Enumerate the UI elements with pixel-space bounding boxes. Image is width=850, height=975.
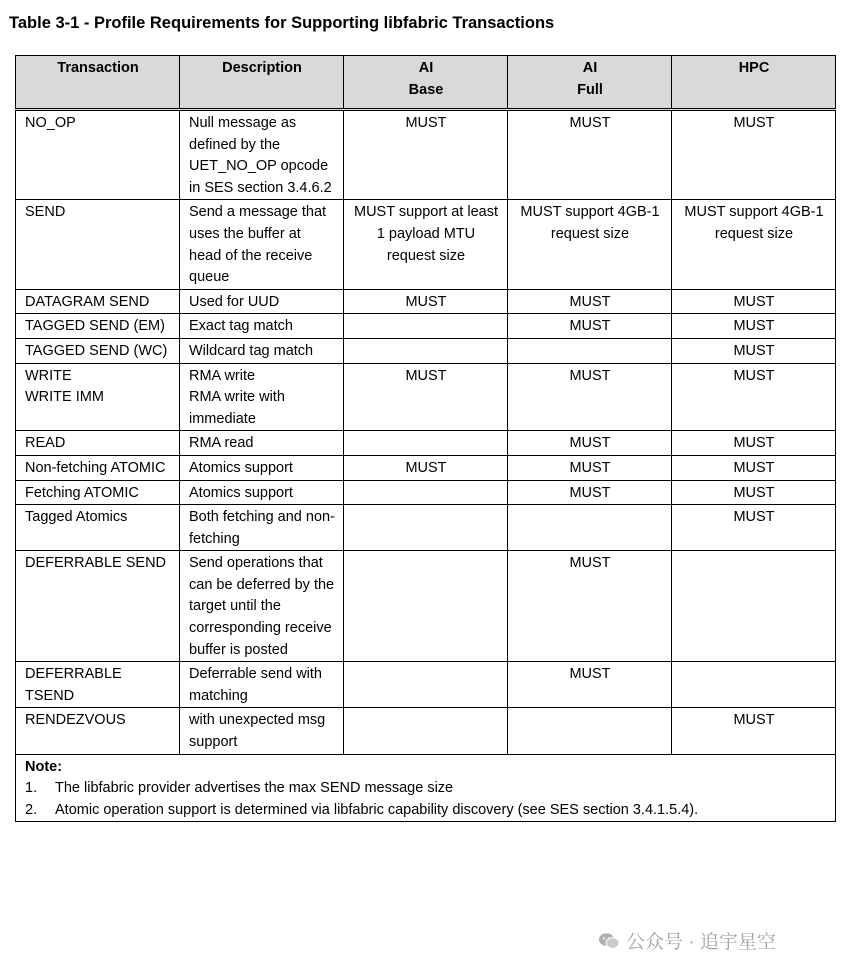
cell-transaction: NO_OP bbox=[16, 110, 180, 200]
table-row bbox=[16, 110, 836, 200]
cell-hpc: MUST support 4GB-1 request size bbox=[672, 200, 836, 289]
table-row bbox=[16, 662, 836, 708]
cell-ai-base bbox=[344, 551, 508, 662]
cell-description: Deferrable send with matching bbox=[180, 662, 344, 708]
cell-hpc: MUST bbox=[672, 314, 836, 339]
cell-ai-base: MUST bbox=[344, 289, 508, 314]
table-row bbox=[16, 314, 836, 339]
cell-hpc: MUST bbox=[672, 363, 836, 431]
cell-hpc: MUST bbox=[672, 431, 836, 456]
cell-ai-base: MUST bbox=[344, 363, 508, 431]
header-ai-base-line2: Base bbox=[408, 81, 444, 98]
table-row bbox=[16, 708, 836, 754]
cell-description: Wildcard tag match bbox=[180, 338, 344, 363]
note-item-number: 1. bbox=[25, 780, 38, 797]
watermark bbox=[598, 927, 776, 954]
cell-ai-base bbox=[344, 314, 508, 339]
header-description: Description bbox=[180, 56, 344, 110]
table-row bbox=[16, 505, 836, 551]
cell-ai-base bbox=[344, 662, 508, 708]
cell-ai-base bbox=[344, 708, 508, 754]
header-transaction: Transaction bbox=[16, 56, 180, 110]
cell-description: Send operations that can be deferred by the target until the corresponding receive buffer is posted bbox=[180, 551, 344, 662]
table-row bbox=[16, 200, 836, 289]
note-cell bbox=[16, 754, 836, 822]
cell-ai-base: MUST bbox=[344, 455, 508, 480]
cell-description: Send a message that uses the buffer at head of the receive queue bbox=[180, 200, 344, 289]
cell-ai-base bbox=[344, 431, 508, 456]
cell-ai-full: MUST support 4GB-1 request size bbox=[508, 200, 672, 289]
cell-ai-full: MUST bbox=[508, 455, 672, 480]
cell-transaction: DATAGRAM SEND bbox=[16, 289, 180, 314]
note-item-text: Atomic operation support is determined via libfabric capability discovery (see SES section 3.4.1.5.4). bbox=[55, 801, 699, 818]
cell-description: Atomics support bbox=[180, 455, 344, 480]
cell-description: RMA read bbox=[180, 431, 344, 456]
cell-ai-full: MUST bbox=[508, 289, 672, 314]
table-row bbox=[16, 363, 836, 431]
cell-transaction: Tagged Atomics bbox=[16, 505, 180, 551]
cell-description: Null message as defined by the UET_NO_OP opcode in SES section 3.4.6.2 bbox=[180, 110, 344, 200]
cell-ai-full: MUST bbox=[508, 551, 672, 662]
cell-ai-full: MUST bbox=[508, 662, 672, 708]
cell-description: with unexpected msg support bbox=[180, 708, 344, 754]
cell-transaction: Non-fetching ATOMIC bbox=[16, 455, 180, 480]
cell-transaction: TAGGED SEND (WC) bbox=[16, 338, 180, 363]
header-ai-full-line1: AI bbox=[582, 60, 598, 76]
watermark-text: 公众号 · 追宇星空 bbox=[626, 932, 776, 953]
table-row bbox=[16, 289, 836, 314]
table-caption: Table 3-1 - Profile Requirements for Supporting libfabric Transactions bbox=[9, 14, 555, 32]
cell-ai-full bbox=[508, 338, 672, 363]
cell-ai-base bbox=[344, 338, 508, 363]
cell-description: Used for UUD bbox=[180, 289, 344, 314]
cell-hpc: MUST bbox=[672, 455, 836, 480]
cell-transaction: DEFERRABLE SEND bbox=[16, 551, 180, 662]
cell-ai-full: MUST bbox=[508, 480, 672, 505]
cell-ai-base bbox=[344, 505, 508, 551]
table-body bbox=[16, 110, 836, 755]
profile-requirements-table bbox=[15, 55, 836, 822]
cell-transaction bbox=[16, 363, 180, 431]
note-row bbox=[16, 754, 836, 822]
header-hpc: HPC bbox=[672, 56, 836, 110]
cell-ai-full: MUST bbox=[508, 110, 672, 200]
cell-ai-full: MUST bbox=[508, 431, 672, 456]
cell-transaction: Fetching ATOMIC bbox=[16, 480, 180, 505]
header-ai-base bbox=[344, 56, 508, 110]
cell-ai-full: MUST bbox=[508, 314, 672, 339]
wechat-icon bbox=[598, 932, 620, 950]
table-row bbox=[16, 338, 836, 363]
table-row bbox=[16, 551, 836, 662]
cell-transaction: SEND bbox=[16, 200, 180, 289]
header-ai-full bbox=[508, 56, 672, 110]
cell-hpc: MUST bbox=[672, 338, 836, 363]
cell-ai-full bbox=[508, 708, 672, 754]
cell-line: WRITE IMM bbox=[25, 389, 104, 406]
cell-line: RMA write with immediate bbox=[189, 389, 285, 427]
cell-line: RMA write bbox=[189, 367, 256, 384]
cell-hpc: MUST bbox=[672, 289, 836, 314]
cell-hpc bbox=[672, 662, 836, 708]
cell-ai-base: MUST support at least 1 payload MTU request size bbox=[344, 200, 508, 289]
cell-transaction: DEFERRABLE TSEND bbox=[16, 662, 180, 708]
note-item-number: 2. bbox=[25, 801, 38, 818]
cell-description: Exact tag match bbox=[180, 314, 344, 339]
cell-transaction: READ bbox=[16, 431, 180, 456]
cell-description: Atomics support bbox=[180, 480, 344, 505]
note-item bbox=[25, 800, 827, 822]
cell-hpc: MUST bbox=[672, 480, 836, 505]
cell-hpc: MUST bbox=[672, 708, 836, 754]
table-row bbox=[16, 480, 836, 505]
table-row bbox=[16, 431, 836, 456]
note-item bbox=[25, 778, 827, 800]
cell-hpc: MUST bbox=[672, 110, 836, 200]
note-item-text: The libfabric provider advertises the max SEND message size bbox=[55, 780, 454, 797]
note-title: Note: bbox=[25, 758, 63, 775]
cell-transaction: TAGGED SEND (EM) bbox=[16, 314, 180, 339]
cell-ai-full bbox=[508, 505, 672, 551]
cell-description bbox=[180, 363, 344, 431]
table-row bbox=[16, 455, 836, 480]
cell-hpc: MUST bbox=[672, 505, 836, 551]
cell-line: WRITE bbox=[25, 367, 72, 384]
cell-ai-base bbox=[344, 480, 508, 505]
header-ai-full-line2: Full bbox=[577, 81, 603, 98]
cell-hpc bbox=[672, 551, 836, 662]
cell-description: Both fetching and non-fetching bbox=[180, 505, 344, 551]
cell-ai-full: MUST bbox=[508, 363, 672, 431]
cell-ai-base: MUST bbox=[344, 110, 508, 200]
cell-transaction: RENDEZVOUS bbox=[16, 708, 180, 754]
table-header-row bbox=[16, 56, 836, 110]
header-ai-base-line1: AI bbox=[418, 60, 434, 76]
